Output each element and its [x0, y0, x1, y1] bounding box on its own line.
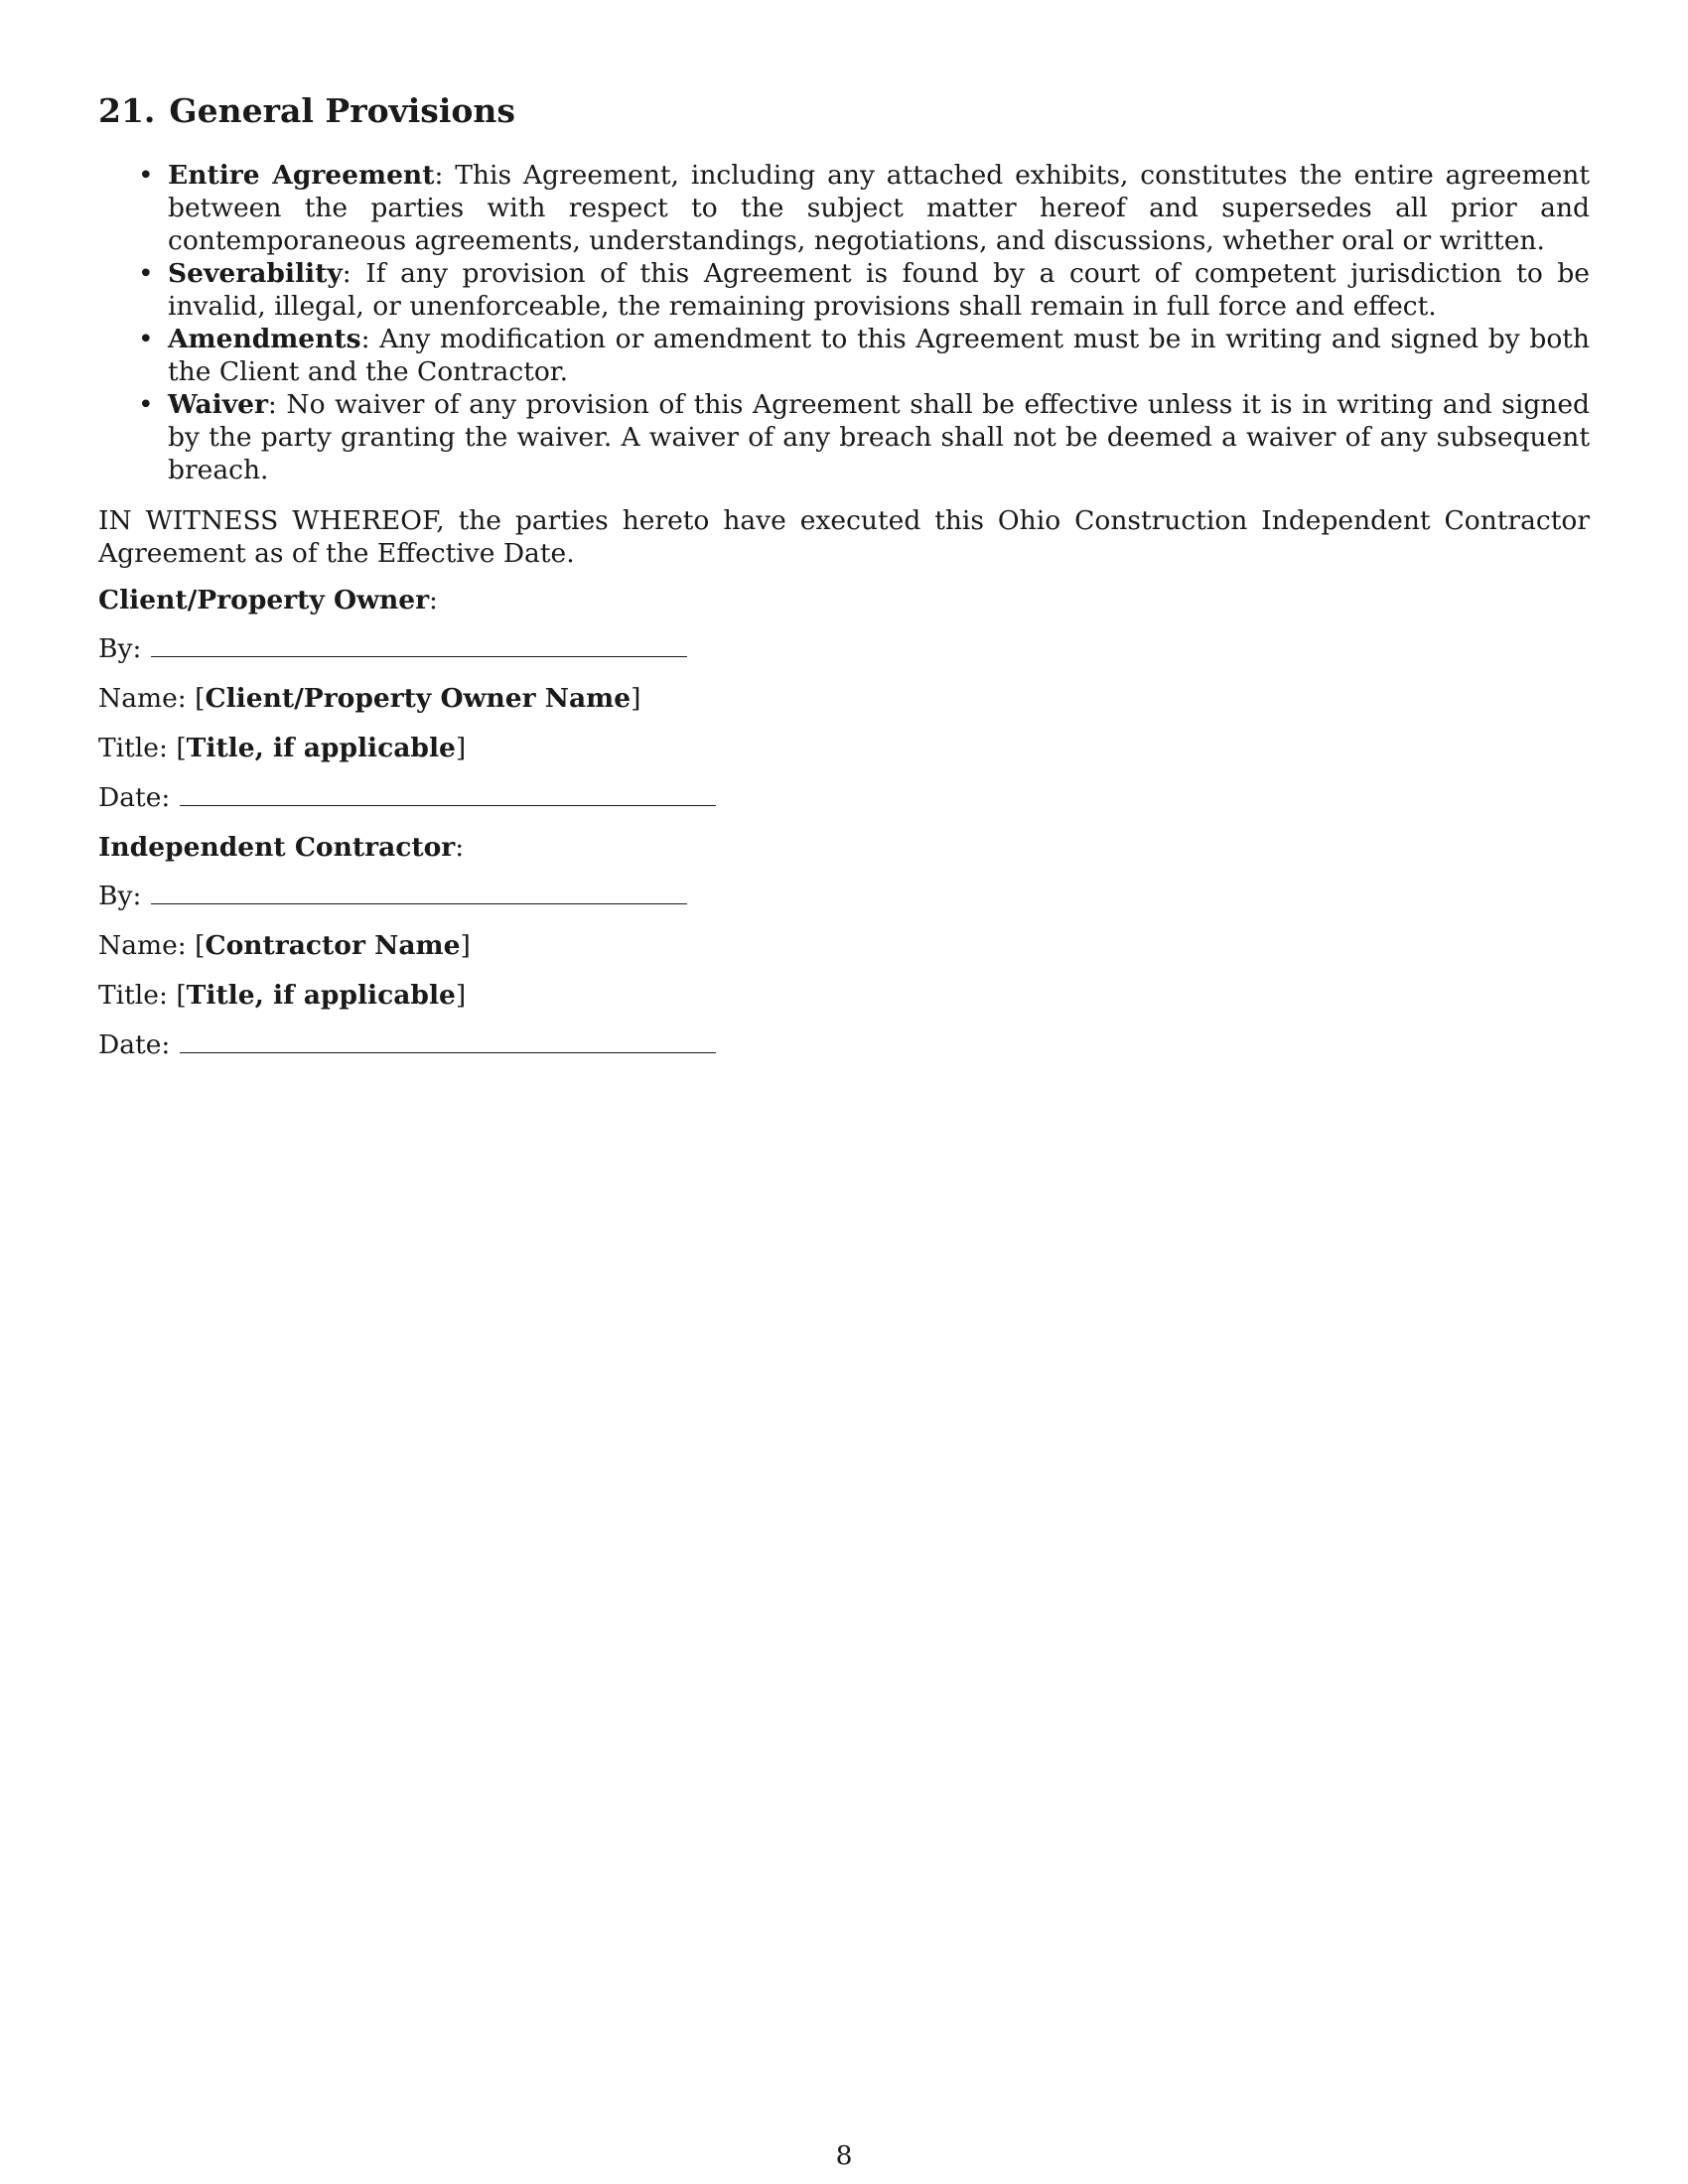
- provision-term: Entire Agreement: [168, 159, 435, 191]
- contractor-signature-block: [98, 831, 1590, 1061]
- provision-term: Amendments: [168, 323, 361, 354]
- client-signature-blank[interactable]: [151, 632, 687, 657]
- section-title: General Provisions: [169, 91, 516, 130]
- client-title-line: Title: [Title, if applicable]: [98, 732, 467, 763]
- client-name-value: Client/Property Owner Name: [205, 682, 632, 714]
- contractor-date-blank[interactable]: [180, 1028, 716, 1053]
- contractor-name-value: Contractor Name: [205, 929, 461, 961]
- contractor-name-line: Name: [Contractor Name]: [98, 929, 471, 961]
- provision-term: Waiver: [168, 388, 268, 420]
- bullet-icon: •: [138, 388, 154, 420]
- provision-text: : No waiver of any provision of this Agreement shall be effective unless it is in writing and signed by the party granting the waiver. A waiver of any breach shall not be deemed a waiver of any subsequent breach.: [168, 388, 1590, 485]
- section-number: 21.: [98, 91, 156, 130]
- bullet-icon: •: [138, 323, 154, 354]
- page-number: 8: [835, 2140, 853, 2171]
- provision-amendments: [98, 323, 1590, 388]
- client-name-line: Name: [Client/Property Owner Name]: [98, 682, 641, 714]
- client-date-blank[interactable]: [180, 781, 716, 806]
- client-date-line: Date:: [98, 781, 1590, 814]
- contractor-title-line: Title: [Title, if applicable]: [98, 979, 467, 1011]
- contractor-by-line: By:: [98, 880, 1590, 912]
- provision-text: : If any provision of this Agreement is found by a court of competent jurisdiction to be invalid, illegal, or unenforceable, the remaining provisions shall remain in full force and effect.: [168, 257, 1590, 322]
- contractor-title-value: Title, if applicable: [186, 979, 456, 1011]
- provision-term: Severability: [168, 257, 343, 289]
- provision-entire-agreement: [98, 159, 1590, 257]
- provision-text: : This Agreement, including any attached exhibits, constitutes the entire agreement between the parties with respect to the subject matter hereof and supersedes all prior and contemporaneous agreements, understandings, negotiations, and discussions, whether oral or written.: [168, 159, 1590, 256]
- provision-severability: [98, 257, 1590, 323]
- client-signature-block: [98, 584, 1590, 814]
- client-title-value: Title, if applicable: [186, 732, 456, 763]
- section-heading: [98, 91, 1590, 131]
- provision-text: : Any modification or amendment to this Agreement must be in writing and signed by both the Client and the Contractor.: [168, 323, 1590, 387]
- client-heading: Client/Property Owner:: [98, 584, 438, 615]
- contractor-signature-blank[interactable]: [151, 880, 687, 904]
- witness-paragraph: IN WITNESS WHEREOF, the parties hereto have executed this Ohio Construction Independent Contractor Agreement as of the Effective Date.: [98, 504, 1590, 569]
- client-by-line: By:: [98, 632, 1590, 665]
- document-page: [98, 91, 1590, 1078]
- bullet-icon: •: [138, 159, 154, 191]
- contractor-heading: Independent Contractor:: [98, 831, 465, 863]
- provision-waiver: [98, 388, 1590, 486]
- provisions-list: [98, 159, 1590, 486]
- bullet-icon: •: [138, 257, 154, 289]
- contractor-date-line: Date:: [98, 1028, 1590, 1061]
